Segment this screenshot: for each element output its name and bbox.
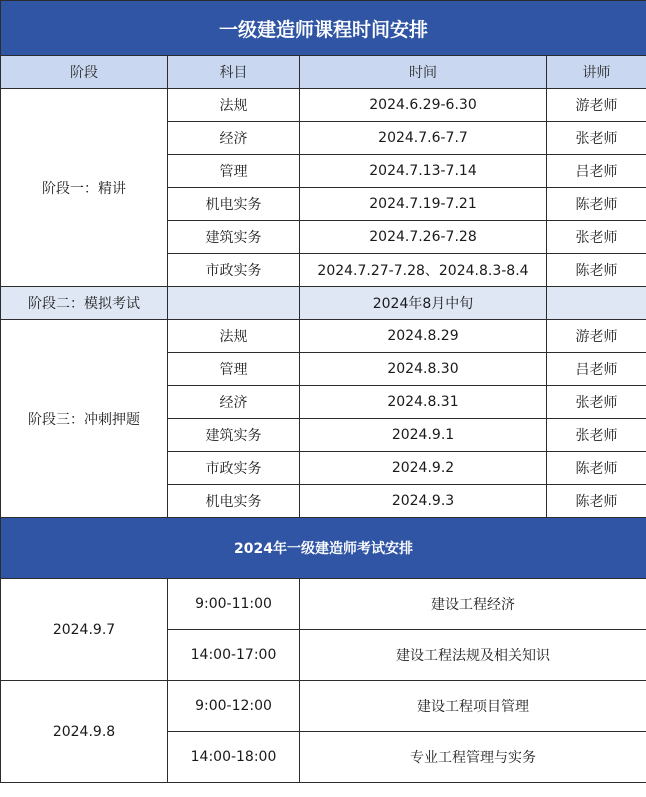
subject-cell: 管理 — [168, 155, 300, 188]
time-cell: 2024.7.13-7.14 — [300, 155, 547, 188]
exam-date-cell: 2024.9.7 — [1, 579, 168, 681]
subject-cell: 建筑实务 — [168, 221, 300, 254]
teacher-cell: 游老师 — [547, 320, 646, 353]
time-cell: 2024.6.29-6.30 — [300, 89, 547, 122]
time-cell: 2024.9.3 — [300, 485, 547, 518]
time-cell: 2024.7.27-7.28、2024.8.3-8.4 — [300, 254, 547, 287]
teacher-cell: 陈老师 — [547, 452, 646, 485]
subject-cell: 管理 — [168, 353, 300, 386]
teacher-cell: 陈老师 — [547, 485, 646, 518]
teacher-cell: 张老师 — [547, 221, 646, 254]
time-cell: 2024.9.1 — [300, 419, 547, 452]
exam-schedule-table — [0, 517, 646, 783]
time-cell: 2024.7.6-7.7 — [300, 122, 547, 155]
stage1-label: 阶段一：精讲 — [1, 89, 168, 287]
teacher-cell: 陈老师 — [547, 254, 646, 287]
header-teacher: 讲师 — [547, 56, 646, 89]
exam-subject-cell: 建设工程经济 — [300, 579, 646, 630]
exam-subject-cell: 建设工程法规及相关知识 — [300, 630, 646, 681]
header-time: 时间 — [300, 56, 547, 89]
exam-time-cell: 14:00-17:00 — [168, 630, 300, 681]
teacher-cell: 吕老师 — [547, 155, 646, 188]
teacher-cell: 张老师 — [547, 386, 646, 419]
time-cell: 2024年8月中旬 — [300, 287, 547, 320]
header-subject: 科目 — [168, 56, 300, 89]
exam-date-cell: 2024.9.8 — [1, 681, 168, 783]
teacher-cell: 游老师 — [547, 89, 646, 122]
course-table-title: 一级建造师课程时间安排 — [1, 1, 646, 56]
subject-cell: 法规 — [168, 89, 300, 122]
exam-subject-cell: 专业工程管理与实务 — [300, 732, 646, 783]
exam-table-title: 2024年一级建造师考试安排 — [1, 518, 646, 579]
teacher-cell: 张老师 — [547, 419, 646, 452]
exam-time-cell: 14:00-18:00 — [168, 732, 300, 783]
exam-subject-cell: 建设工程项目管理 — [300, 681, 646, 732]
table-row — [1, 681, 646, 732]
teacher-cell-empty — [547, 287, 646, 320]
subject-cell: 建筑实务 — [168, 419, 300, 452]
stage2-label: 阶段二：模拟考试 — [1, 287, 168, 320]
table-row-mock-exam — [1, 287, 646, 320]
time-cell: 2024.8.29 — [300, 320, 547, 353]
subject-cell: 经济 — [168, 386, 300, 419]
exam-time-cell: 9:00-12:00 — [168, 681, 300, 732]
table-row — [1, 579, 646, 630]
time-cell: 2024.8.31 — [300, 386, 547, 419]
subject-cell-empty — [168, 287, 300, 320]
subject-cell: 机电实务 — [168, 188, 300, 221]
subject-cell: 市政实务 — [168, 254, 300, 287]
subject-cell: 经济 — [168, 122, 300, 155]
table-row — [1, 320, 646, 353]
subject-cell: 机电实务 — [168, 485, 300, 518]
subject-cell: 市政实务 — [168, 452, 300, 485]
teacher-cell: 陈老师 — [547, 188, 646, 221]
time-cell: 2024.8.30 — [300, 353, 547, 386]
subject-cell: 法规 — [168, 320, 300, 353]
teacher-cell: 张老师 — [547, 122, 646, 155]
time-cell: 2024.7.19-7.21 — [300, 188, 547, 221]
time-cell: 2024.9.2 — [300, 452, 547, 485]
time-cell: 2024.7.26-7.28 — [300, 221, 547, 254]
teacher-cell: 吕老师 — [547, 353, 646, 386]
stage3-label: 阶段三：冲刺押题 — [1, 320, 168, 518]
exam-time-cell: 9:00-11:00 — [168, 579, 300, 630]
table-row — [1, 89, 646, 122]
header-stage: 阶段 — [1, 56, 168, 89]
